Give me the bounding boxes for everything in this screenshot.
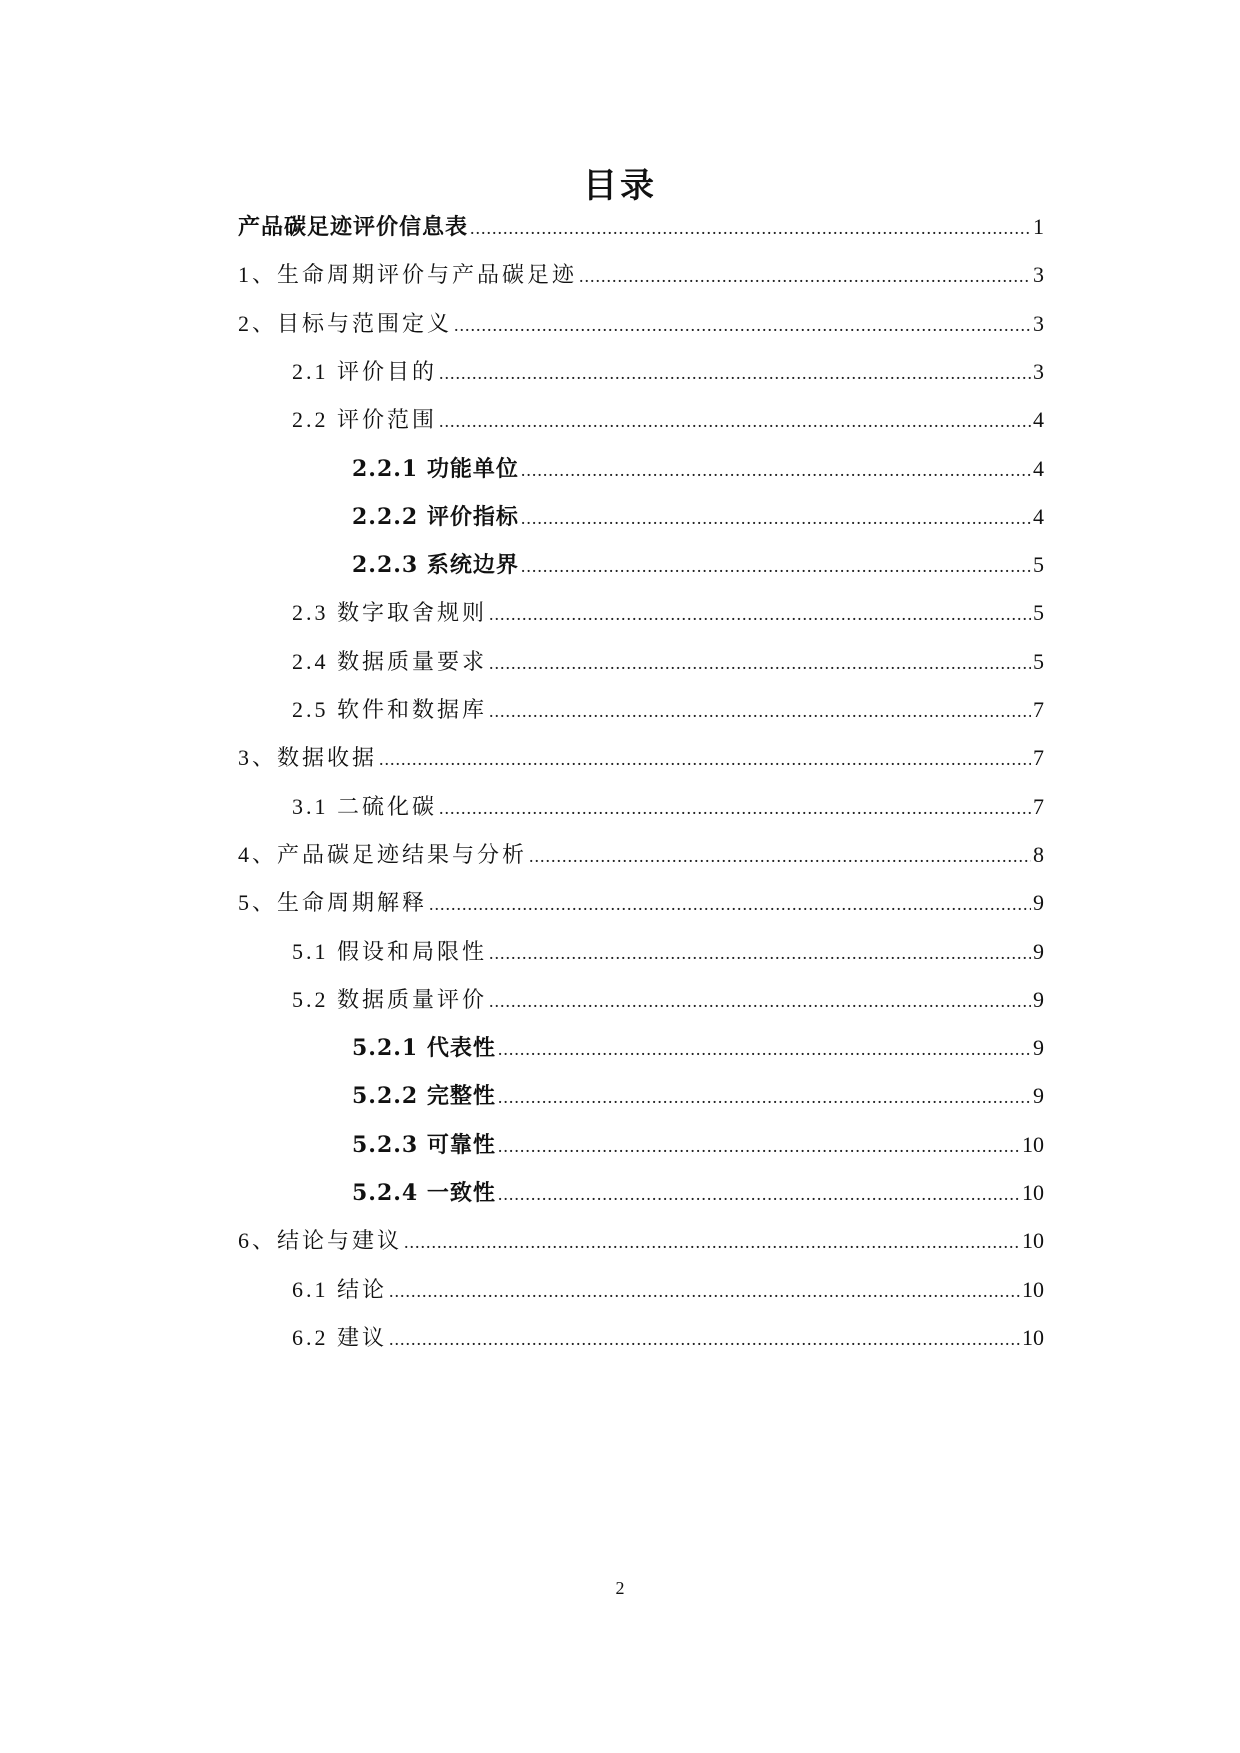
toc-entry-page: 10 — [1022, 1276, 1044, 1302]
toc-entry-label: 6.1 结论 — [292, 1276, 388, 1302]
toc-dot-leader — [439, 356, 1031, 390]
toc-entry-label: 2.4 数据质量要求 — [292, 648, 488, 674]
toc-entry[interactable] — [352, 1128, 1044, 1162]
toc-entry-label: 产品碳足迹评价信息表 — [238, 214, 469, 240]
toc-entry-page: 3 — [1033, 262, 1044, 288]
toc-dot-leader — [489, 936, 1031, 970]
toc-entry-label: 2.2 评价范围 — [292, 407, 438, 433]
toc-entry-page: 9 — [1033, 1035, 1044, 1061]
toc-entry[interactable] — [292, 935, 1044, 969]
toc-entry-label: 3、数据收据 — [238, 745, 378, 771]
toc-entry-label: 5.2.1 代表性 — [352, 1035, 496, 1062]
toc-entry-label: 2.1 评价目的 — [292, 358, 438, 384]
toc-dot-leader — [498, 1129, 1020, 1163]
toc-entry[interactable] — [352, 1176, 1044, 1210]
toc-entry[interactable] — [238, 886, 1044, 920]
toc-dot-leader — [489, 694, 1031, 728]
toc-dot-leader — [498, 1080, 1031, 1114]
toc-entry-label: 5、生命周期解释 — [238, 890, 428, 916]
toc-entry[interactable] — [352, 548, 1044, 582]
toc-entry-page: 4 — [1033, 503, 1044, 529]
toc-entry-page: 9 — [1033, 1083, 1044, 1109]
toc-entry-label: 2.2.2 评价指标 — [352, 503, 519, 530]
toc-entry-page: 5 — [1033, 648, 1044, 674]
toc-entry[interactable] — [352, 500, 1044, 534]
toc-entry-label: 1、生命周期评价与产品碳足迹 — [238, 262, 578, 288]
toc-entry[interactable] — [292, 693, 1044, 727]
toc-dot-leader — [439, 404, 1031, 438]
toc-entry-label: 2.2.3 系统边界 — [352, 552, 519, 579]
toc-entry[interactable] — [238, 307, 1044, 341]
toc-entry-page: 4 — [1033, 407, 1044, 433]
toc-entry-label: 2.5 软件和数据库 — [292, 697, 488, 722]
toc-dot-leader — [498, 1032, 1031, 1066]
toc-entry-page: 3 — [1033, 310, 1044, 336]
toc-entry[interactable] — [238, 838, 1044, 872]
toc-entry-page: 1 — [1033, 214, 1044, 239]
toc-entry-page: 7 — [1033, 697, 1044, 722]
toc-entry[interactable] — [292, 790, 1044, 824]
page-title: 目录 — [583, 166, 657, 206]
toc-dot-leader — [454, 308, 1031, 342]
toc-dot-leader — [389, 1322, 1020, 1356]
toc-entry[interactable] — [292, 355, 1044, 389]
toc-entry-label: 2.2.1 功能单位 — [352, 455, 519, 482]
toc-entry-label: 6、结论与建议 — [238, 1228, 403, 1254]
toc-entry-label: 5.2.2 完整性 — [352, 1083, 496, 1110]
toc-entry[interactable] — [292, 403, 1044, 437]
toc-entry-page: 9 — [1033, 890, 1044, 916]
toc-entry-page: 9 — [1033, 986, 1044, 1012]
toc-entry-page: 7 — [1033, 745, 1044, 771]
toc-dot-leader — [429, 887, 1031, 921]
toc-dot-leader — [489, 984, 1031, 1018]
toc-dot-leader — [489, 646, 1031, 680]
toc-entry[interactable] — [292, 983, 1044, 1017]
toc-entry-label: 5.1 假设和局限性 — [292, 938, 488, 964]
toc-entry-page: 5 — [1033, 600, 1044, 626]
toc-entry[interactable] — [292, 1273, 1044, 1307]
toc-dot-leader — [521, 501, 1031, 535]
toc-entry[interactable] — [292, 645, 1044, 679]
toc-entry-label: 2、目标与范围定义 — [238, 310, 453, 336]
toc-entry[interactable] — [352, 1031, 1044, 1065]
toc-entry[interactable] — [292, 1321, 1044, 1355]
toc-dot-leader — [498, 1177, 1020, 1211]
toc-entry-page: 3 — [1033, 358, 1044, 384]
toc-dot-leader — [579, 259, 1031, 293]
toc-entry[interactable] — [352, 1079, 1044, 1113]
toc-entry-label: 2.3 数字取舍规则 — [292, 600, 488, 626]
toc-entry-label: 6.2 建议 — [292, 1324, 388, 1350]
toc-entry[interactable] — [238, 210, 1044, 244]
toc-entry-page: 9 — [1033, 938, 1044, 964]
toc-entry-page: 7 — [1033, 793, 1044, 819]
toc-dot-leader — [521, 549, 1031, 583]
toc-dot-leader — [379, 742, 1031, 776]
toc-entry[interactable] — [238, 741, 1044, 775]
toc-dot-leader — [470, 211, 1031, 245]
toc-entry-page: 5 — [1033, 552, 1044, 578]
toc-entry-page: 10 — [1022, 1131, 1044, 1157]
toc-entry-label: 5.2.3 可靠性 — [352, 1131, 496, 1158]
toc-entry-label: 3.1 二硫化碳 — [292, 793, 438, 819]
toc-dot-leader — [439, 791, 1031, 825]
toc-entry-page: 8 — [1033, 841, 1044, 867]
toc-dot-leader — [389, 1274, 1020, 1308]
toc-entry-label: 4、产品碳足迹结果与分析 — [238, 841, 528, 867]
toc-dot-leader — [529, 839, 1031, 873]
toc-dot-leader — [489, 597, 1031, 631]
toc-entry[interactable] — [352, 452, 1044, 486]
toc-entry[interactable] — [292, 596, 1044, 630]
toc-entry-label: 5.2 数据质量评价 — [292, 986, 488, 1012]
toc-dot-leader — [521, 453, 1031, 487]
toc-dot-leader — [404, 1225, 1020, 1259]
toc-entry-page: 10 — [1022, 1228, 1044, 1254]
page-number: 2 — [615, 1578, 625, 1598]
toc-entry-page: 4 — [1033, 455, 1044, 481]
toc-entry-page: 10 — [1022, 1180, 1044, 1205]
toc-entry[interactable] — [238, 1224, 1044, 1258]
toc-entry[interactable] — [238, 258, 1044, 292]
toc-entry-page: 10 — [1022, 1324, 1044, 1350]
toc-entry-label: 5.2.4 一致性 — [352, 1180, 496, 1206]
